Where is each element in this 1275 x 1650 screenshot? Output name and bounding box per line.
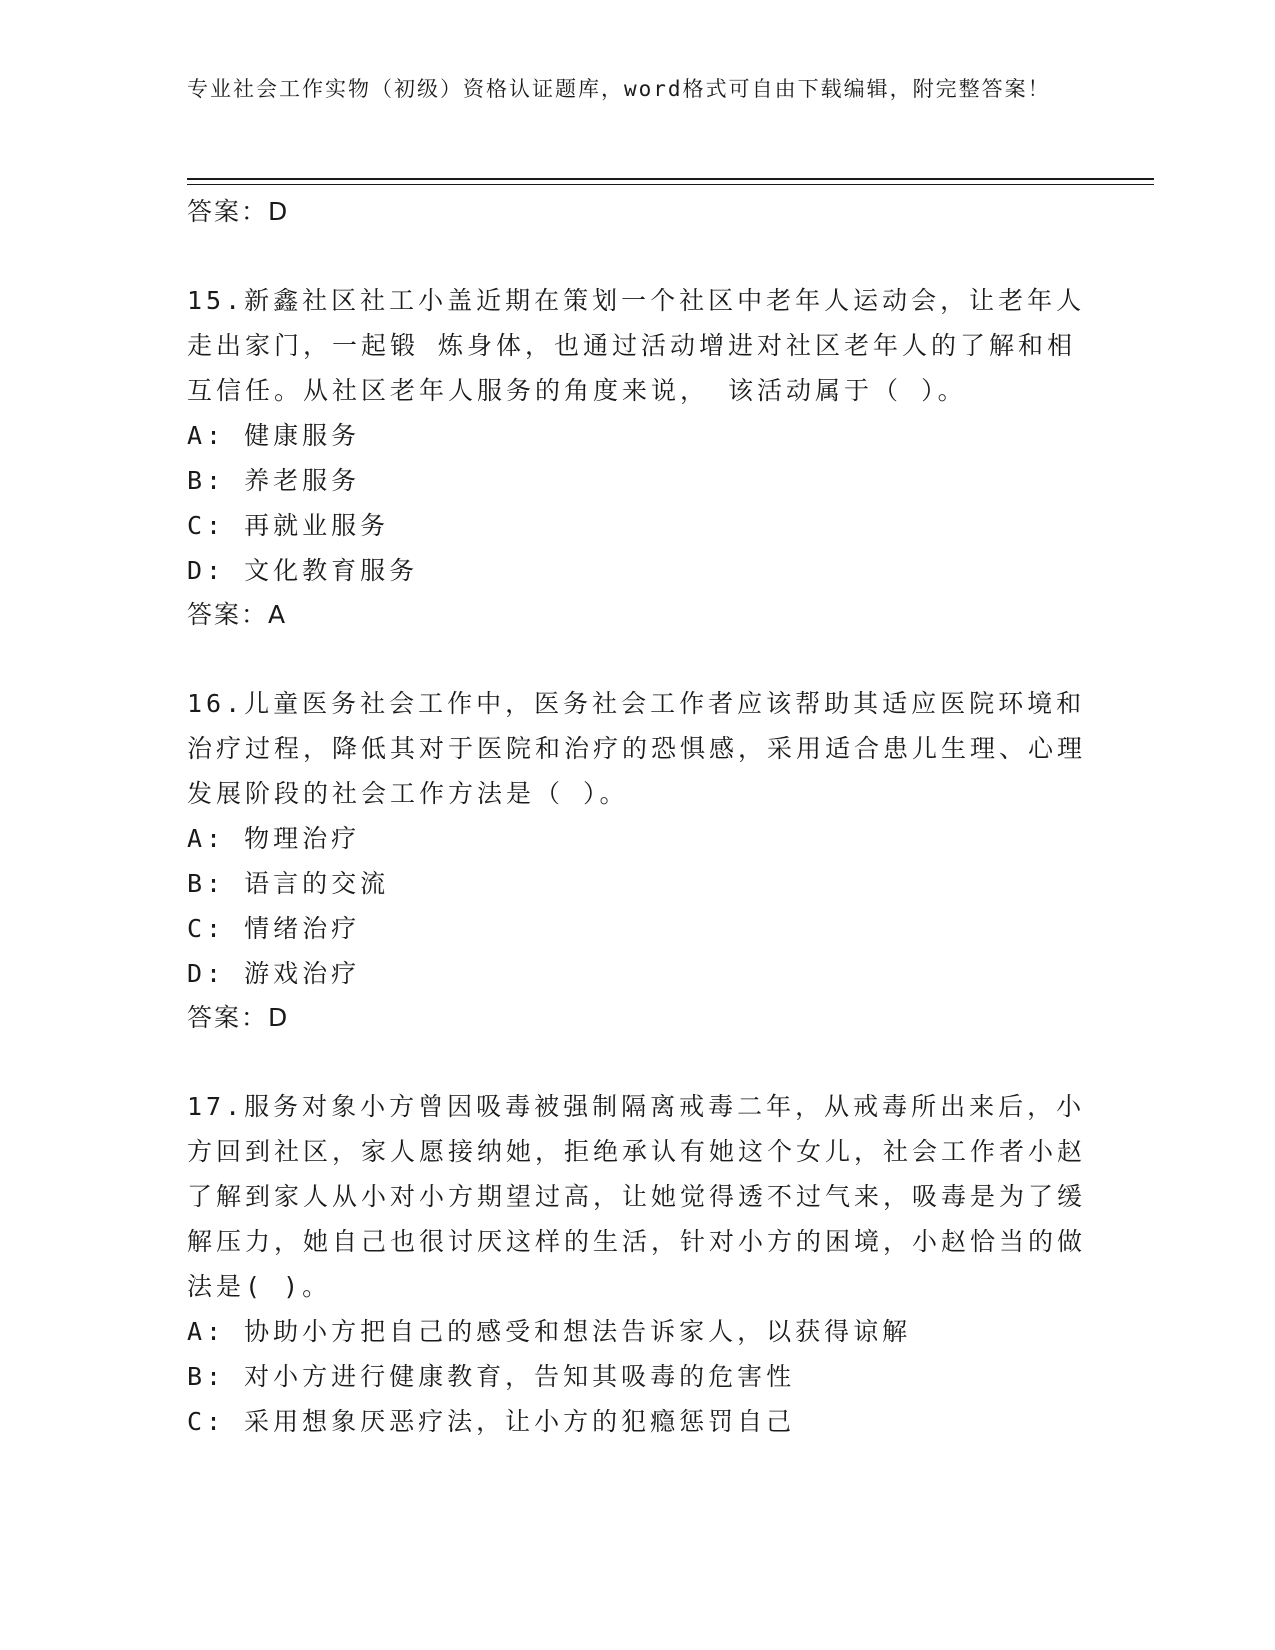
question-block-17 [187, 1084, 1087, 1444]
option-d: D: 文化教育服务 [187, 556, 419, 585]
document-header: 专业社会工作实物（初级）资格认证题库，word格式可自由下载编辑，附完整答案！ [187, 77, 1051, 101]
answer-line: 答案：D [187, 1003, 290, 1032]
option-a: A: 健康服务 [187, 421, 361, 450]
question-stem: 16.儿童医务社会工作中，医务社会工作者应该帮助其适应医院环境和治疗过程，降低其对于医院和治疗的恐惧感，采用适合患儿生理、心理发展阶段的社会工作方法是（ ）。 [187, 689, 1087, 808]
question-block-15 [187, 278, 1087, 637]
question-list [187, 190, 1087, 1444]
option-b: B: 对小方进行健康教育，告知其吸毒的危害性 [187, 1362, 796, 1391]
option-a: A: 物理治疗 [187, 824, 361, 853]
header-rule-thick [187, 178, 1154, 180]
question-stem: 17.服务对象小方曾因吸毒被强制隔离戒毒二年，从戒毒所出来后，小方回到社区，家人愿接纳她，拒绝承认有她这个女儿，社会工作者小赵了解到家人从小对小方期望过高，让她觉得透不过气来，吸毒是为了缓解压力，她自己也很讨厌这样的生活，针对小方的困境，小赵恰当的做法是( )。 [187, 1092, 1087, 1301]
question-stem: 15.新鑫社区社工小盖近期在策划一个社区中老年人运动会，让老年人走出家门，一起锻 炼身体，也通过活动增进对社区老年人的了解和相互信任。从社区老年人服务的角度来说， 该活动属于（ ）。 [187, 286, 1086, 405]
option-b: B: 语言的交流 [187, 869, 390, 898]
option-d: D: 游戏治疗 [187, 959, 361, 988]
option-c: C: 采用想象厌恶疗法，让小方的犯瘾惩罚自己 [187, 1407, 796, 1436]
option-a: A: 协助小方把自己的感受和想法告诉家人，以获得谅解 [187, 1317, 912, 1346]
option-c: C: 再就业服务 [187, 511, 390, 540]
question-block-16 [187, 681, 1087, 1040]
spacer [187, 1040, 1087, 1084]
header-rule-thin [187, 184, 1154, 185]
option-b: B: 养老服务 [187, 466, 361, 495]
answer-line: 答案：D [187, 197, 290, 226]
spacer [187, 234, 1087, 278]
option-c: C: 情绪治疗 [187, 914, 361, 943]
answer-line: 答案：A [187, 600, 288, 629]
spacer [187, 637, 1087, 681]
